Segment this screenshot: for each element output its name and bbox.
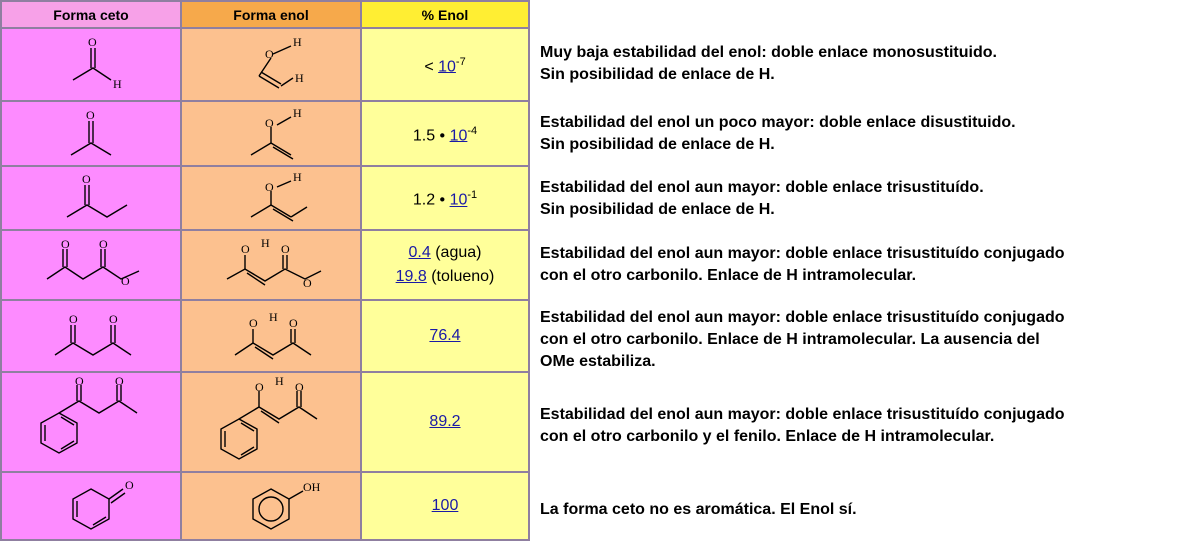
- enol-structure-benzoylacetone-enol: [181, 372, 361, 472]
- pct-enol-value: 0.4 (agua) 19.8 (tolueno): [361, 230, 529, 300]
- keto-structure-acetaldehyde: [1, 28, 181, 101]
- svg-text:O: O: [295, 380, 304, 394]
- svg-text:O: O: [75, 377, 84, 388]
- keto-structure-cyclohexadienone: [1, 472, 181, 540]
- keto-structure-acetylacetone: [1, 300, 181, 372]
- svg-text:O: O: [281, 242, 290, 256]
- table-row: [1, 300, 529, 372]
- row-description: Estabilidad del enol aun mayor: doble enlace trisustituído. Sin posibilidad de enlace de H.: [540, 179, 984, 218]
- pct-enol-value: [361, 472, 529, 540]
- svg-text:H: H: [295, 70, 304, 85]
- pct-link-toluene[interactable]: 19.8: [395, 268, 427, 285]
- row-description: Estabilidad del enol aun mayor: doble enlace trisustituído conjugado con el otro carbonilo y el fenilo. Enlace de H intramolecular.: [540, 406, 1065, 445]
- svg-text:O: O: [109, 312, 118, 326]
- pct-link-water[interactable]: 0.4: [408, 244, 431, 261]
- svg-text:O: O: [86, 107, 95, 122]
- svg-text:O: O: [125, 478, 134, 492]
- svg-text:O: O: [255, 380, 264, 394]
- header-pct-enol: % Enol: [361, 1, 529, 28]
- table-row: [1, 472, 529, 540]
- svg-text:O: O: [69, 312, 78, 326]
- table-row: [1, 166, 529, 230]
- svg-text:O: O: [241, 242, 250, 256]
- enol-structure-propen-2-ol: [181, 101, 361, 166]
- row-description: Estabilidad del enol aun mayor: doble enlace trisustituído conjugado con el otro carbonilo. Enlace de H intramolecular. La ausencia del OMe estabiliza.: [540, 309, 1065, 370]
- row-description: La forma ceto no es aromática. El Enol sí.: [540, 501, 857, 518]
- svg-text:O: O: [265, 180, 274, 194]
- enol-structure-butenol: [181, 166, 361, 230]
- enol-structure-vinyl-alcohol: [181, 28, 361, 101]
- enol-structure-methyl-acetoacetate-enol: [181, 230, 361, 300]
- keto-structure-benzoylacetone: [1, 372, 181, 472]
- svg-text:O: O: [265, 115, 274, 130]
- svg-text:OH: OH: [303, 480, 321, 494]
- keto-structure-methyl-acetoacetate: [1, 230, 181, 300]
- svg-text:H: H: [275, 377, 284, 388]
- pct-link[interactable]: 89.2: [429, 413, 461, 430]
- pct-enol-value: [361, 372, 529, 472]
- svg-text:O: O: [303, 276, 312, 290]
- keto-structure-acetone: [1, 101, 181, 166]
- enol-structure-phenol: [181, 472, 361, 540]
- svg-text:H: H: [293, 105, 302, 120]
- svg-text:O: O: [82, 172, 91, 186]
- svg-text:O: O: [88, 34, 97, 49]
- pct-link[interactable]: 10: [449, 191, 468, 209]
- enol-structure-acetylacetone-enol: [181, 300, 361, 372]
- table-row: [1, 28, 529, 101]
- svg-text:O: O: [121, 274, 130, 288]
- svg-text:H: H: [261, 236, 270, 250]
- table-row: [1, 372, 529, 472]
- pct-link[interactable]: 100: [431, 497, 459, 514]
- keto-enol-table: [0, 0, 530, 541]
- svg-text:O: O: [265, 46, 274, 61]
- pct-enol-value: 1.5 • $10^{-4}$: [361, 101, 529, 166]
- svg-text:H: H: [293, 34, 302, 49]
- table-row: [1, 101, 529, 166]
- svg-text:O: O: [289, 316, 298, 330]
- keto-structure-butanone: [1, 166, 181, 230]
- pct-link[interactable]: 10: [438, 58, 456, 76]
- table-row: [1, 230, 529, 300]
- header-enol: Forma enol: [181, 1, 361, 28]
- header-row: [1, 1, 529, 28]
- pct-link[interactable]: 76.4: [429, 327, 461, 344]
- pct-link[interactable]: 10: [449, 127, 468, 145]
- svg-text:H: H: [293, 170, 302, 184]
- pct-enol-value: [361, 300, 529, 372]
- row-description: Estabilidad del enol un poco mayor: doble enlace disustituido. Sin posibilidad de enlace de H.: [540, 114, 1016, 153]
- pct-enol-value: < $10^{-7}$: [361, 28, 529, 101]
- pct-enol-value: 1.2 • $10^{-1}$: [361, 166, 529, 230]
- row-description: Estabilidad del enol aun mayor: doble enlace trisustituído conjugado con el otro carbonilo. Enlace de H intramolecular.: [540, 245, 1065, 284]
- row-description: Muy baja estabilidad del enol: doble enlace monosustituido. Sin posibilidad de enlace de H.: [540, 44, 997, 83]
- svg-text:O: O: [61, 237, 70, 251]
- svg-text:O: O: [99, 237, 108, 251]
- svg-text:H: H: [269, 310, 278, 324]
- header-keto: Forma ceto: [1, 1, 181, 28]
- svg-text:H: H: [113, 76, 122, 91]
- svg-text:O: O: [115, 377, 124, 388]
- svg-text:O: O: [249, 316, 258, 330]
